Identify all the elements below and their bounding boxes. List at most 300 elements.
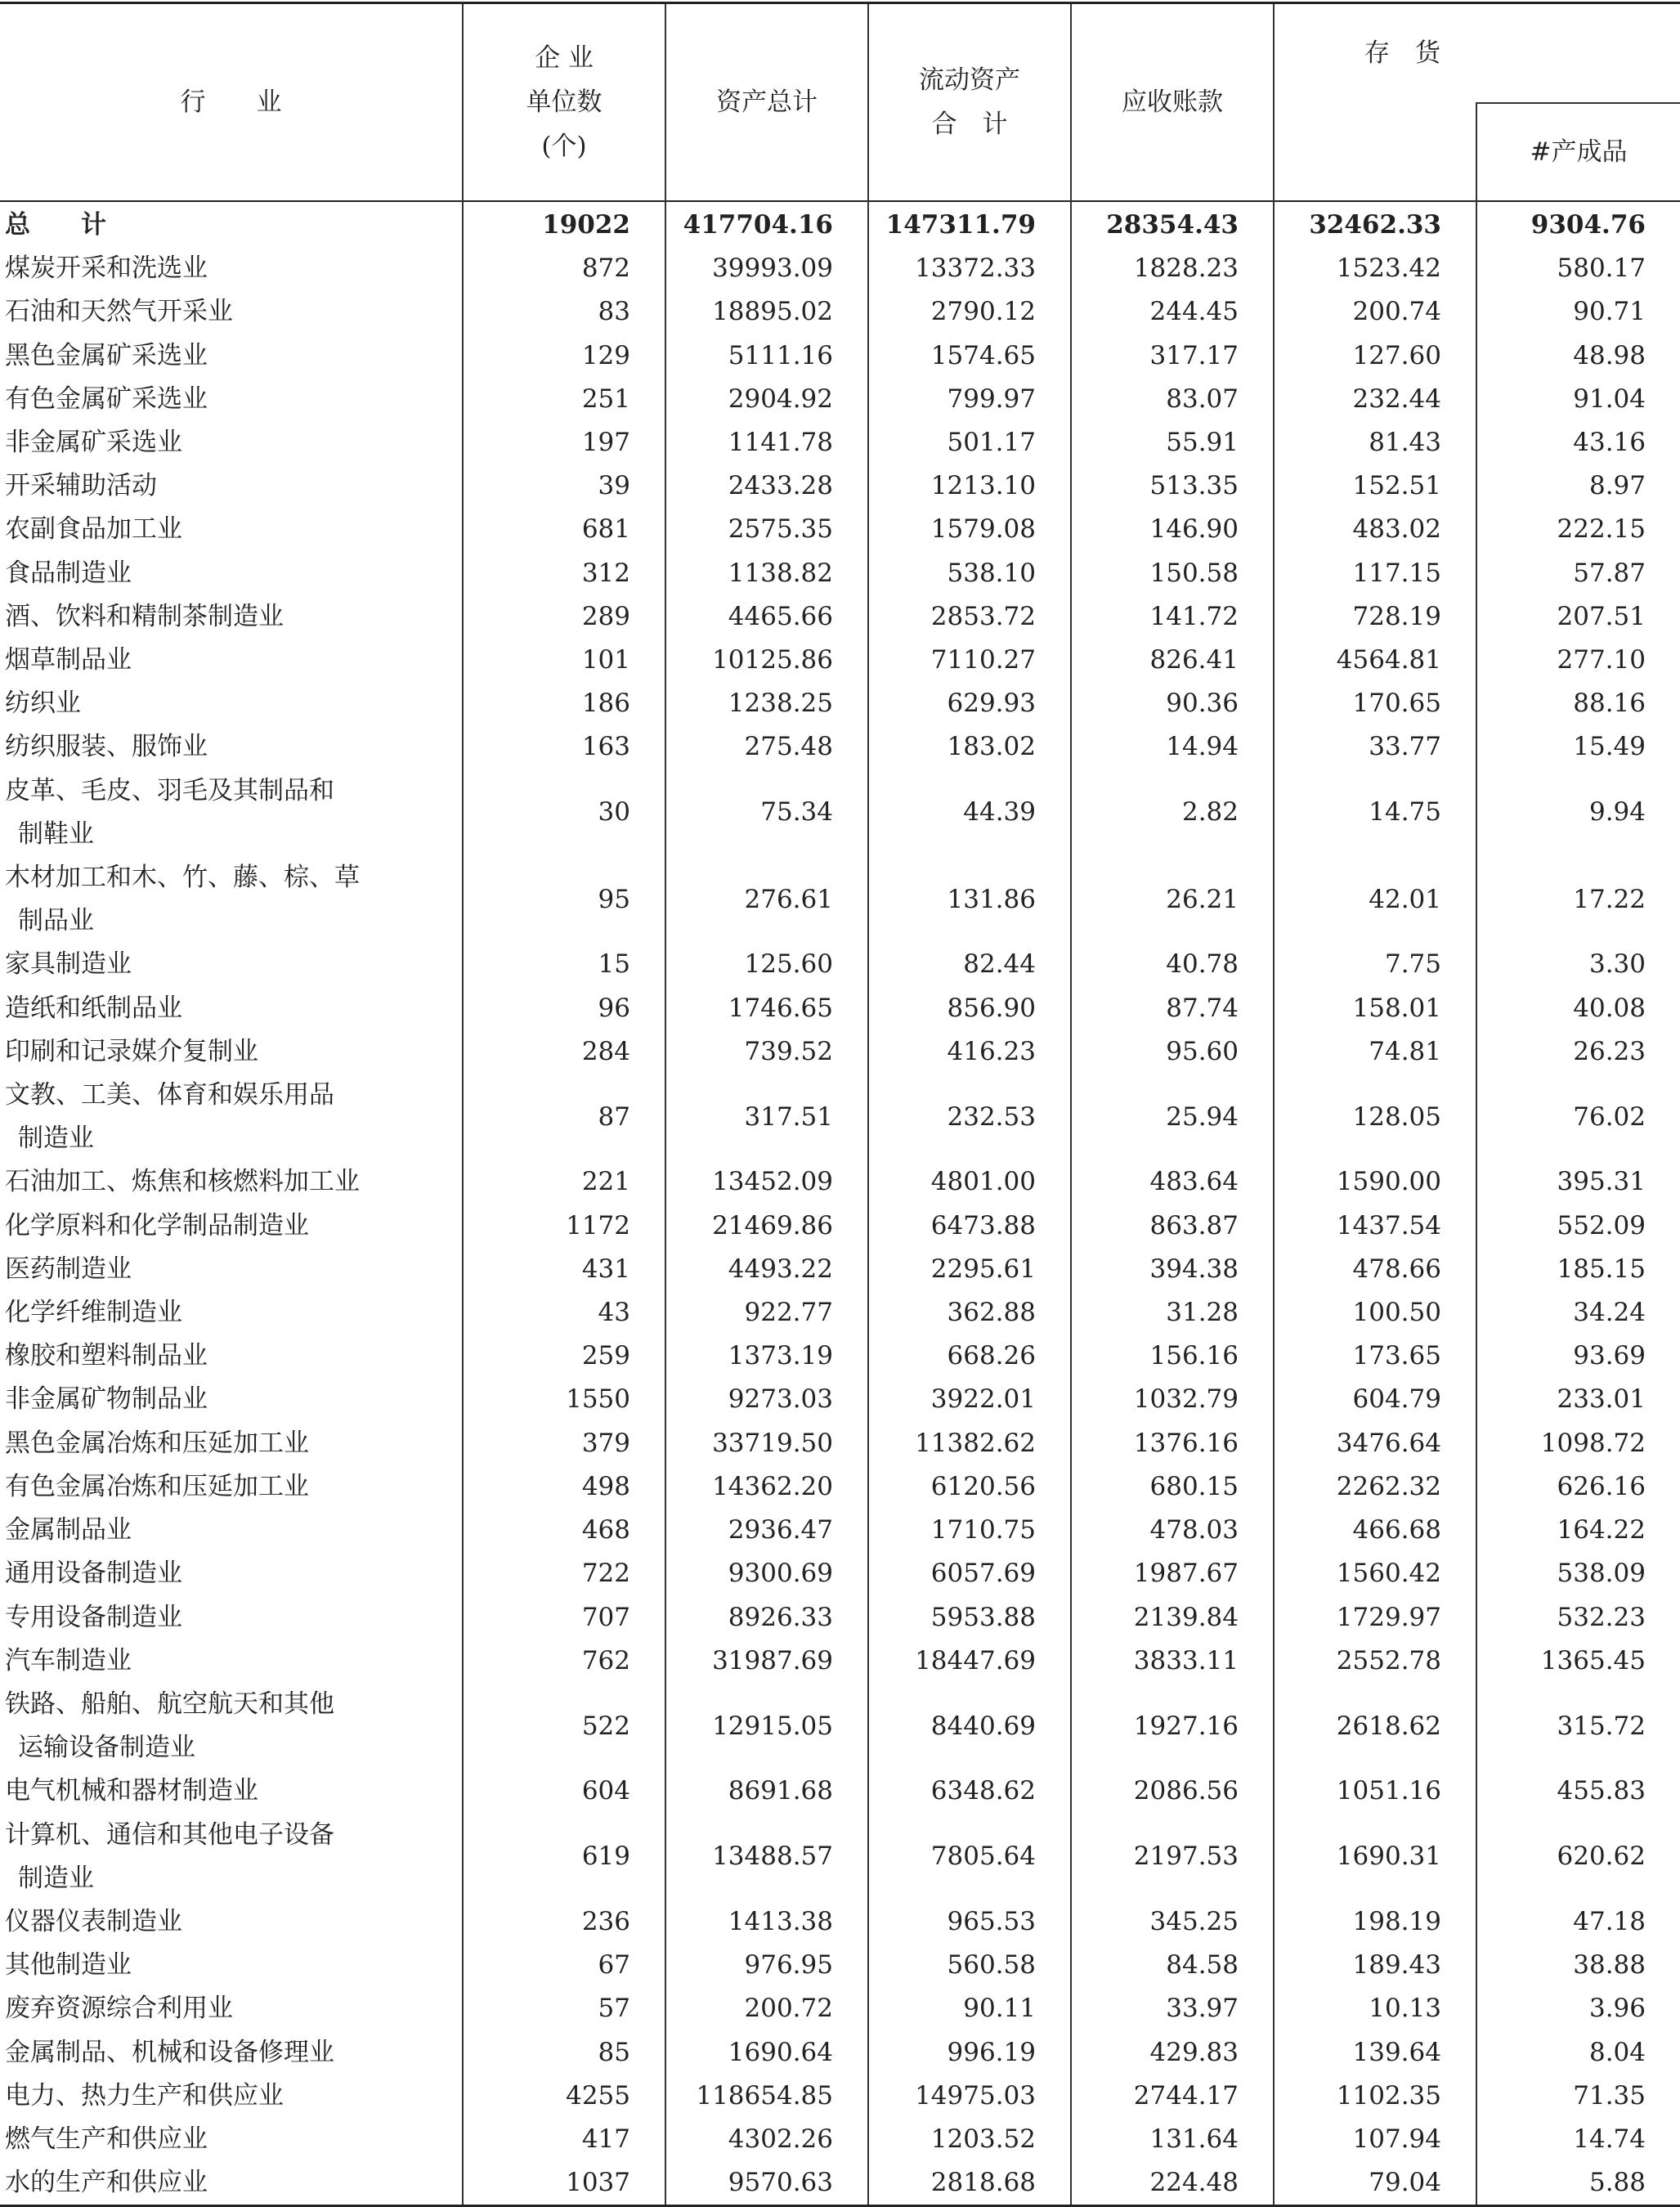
cell-finished: 277.10 xyxy=(1476,639,1680,682)
table-row xyxy=(0,639,1680,682)
cell-units: 101 xyxy=(463,639,665,682)
industry-name xyxy=(0,595,463,639)
cell-assets: 1690.64 xyxy=(665,2031,868,2075)
cell-finished: 185.15 xyxy=(1476,1248,1680,1291)
industry-name-line1: 计算机、通信和其他电子设备 xyxy=(5,1819,334,1850)
cell-finished: 26.23 xyxy=(1476,1030,1680,1074)
cell-current: 1213.10 xyxy=(868,464,1071,508)
cell-units: 251 xyxy=(463,378,665,421)
cell-current: 6473.88 xyxy=(868,1204,1071,1248)
industry-name-line1: 汽车制造业 xyxy=(5,1645,132,1675)
cell-assets: 31987.69 xyxy=(665,1640,868,1683)
cell-inventory: 232.44 xyxy=(1274,378,1476,421)
cell-assets: 922.77 xyxy=(665,1291,868,1335)
industry-name-line1: 燃气生产和供应业 xyxy=(5,2124,208,2154)
cell-inventory: 33.77 xyxy=(1274,725,1476,769)
cell-receivables: 317.17 xyxy=(1071,334,1274,378)
cell-inventory: 173.65 xyxy=(1274,1335,1476,1378)
cell-current: 5953.88 xyxy=(868,1596,1071,1640)
industry-name-line1: 金属制品、机械和设备修理业 xyxy=(5,2037,334,2067)
cell-receivables: 83.07 xyxy=(1071,378,1274,421)
cell-inventory: 2552.78 xyxy=(1274,1640,1476,1683)
industry-name-line1: 化学纤维制造业 xyxy=(5,1298,182,1328)
cell-current: 1203.52 xyxy=(868,2118,1071,2161)
cell-units: 221 xyxy=(463,1160,665,1204)
industry-name xyxy=(0,334,463,378)
cell-assets: 1238.25 xyxy=(665,682,868,725)
cell-current: 11382.62 xyxy=(868,1422,1071,1465)
table-row xyxy=(0,1204,1680,1248)
cell-units: 284 xyxy=(463,1030,665,1074)
industry-statistics-table xyxy=(0,2,1680,2207)
industry-name xyxy=(0,1683,463,1770)
cell-assets: 200.72 xyxy=(665,1987,868,2030)
cell-units: 681 xyxy=(463,508,665,551)
cell-units: 85 xyxy=(463,2031,665,2075)
cell-units: 604 xyxy=(463,1770,665,1813)
cell-assets: 33719.50 xyxy=(665,1422,868,1465)
industry-name-line1: 电气机械和器材制造业 xyxy=(5,1776,258,1806)
table-row xyxy=(0,769,1680,856)
cell-current: 965.53 xyxy=(868,1900,1071,1944)
table-row xyxy=(0,1291,1680,1335)
total-receivables: 28354.43 xyxy=(1071,201,1274,247)
industry-name-line1: 皮革、毛皮、羽毛及其制品和 xyxy=(5,775,334,805)
industry-name xyxy=(0,1378,463,1421)
industry-name-line1: 纺织服装、服饰业 xyxy=(5,732,208,762)
industry-name xyxy=(0,464,463,508)
cell-finished: 532.23 xyxy=(1476,1596,1680,1640)
cell-receivables: 131.64 xyxy=(1071,2118,1274,2161)
cell-current: 82.44 xyxy=(868,943,1071,986)
table-row xyxy=(0,987,1680,1030)
cell-current: 7110.27 xyxy=(868,639,1071,682)
cell-assets: 12915.05 xyxy=(665,1683,868,1770)
industry-name-line1: 其他制造业 xyxy=(5,1950,132,1980)
table-row xyxy=(0,464,1680,508)
industry-name-line1: 有色金属矿采选业 xyxy=(5,384,208,414)
cell-finished: 552.09 xyxy=(1476,1204,1680,1248)
table-row xyxy=(0,2161,1680,2206)
cell-inventory: 200.74 xyxy=(1274,290,1476,334)
cell-inventory: 198.19 xyxy=(1274,1900,1476,1944)
cell-receivables: 680.15 xyxy=(1071,1465,1274,1509)
cell-receivables: 826.41 xyxy=(1071,639,1274,682)
cell-finished: 91.04 xyxy=(1476,378,1680,421)
industry-name-line1: 开采辅助活动 xyxy=(5,471,157,501)
cell-finished: 395.31 xyxy=(1476,1160,1680,1204)
industry-name-line1: 有色金属冶炼和压延加工业 xyxy=(5,1471,309,1501)
cell-assets: 276.61 xyxy=(665,856,868,943)
cell-receivables: 244.45 xyxy=(1071,290,1274,334)
cell-assets: 8691.68 xyxy=(665,1770,868,1813)
cell-finished: 38.88 xyxy=(1476,1944,1680,1987)
header-current-line1: 流动资产 xyxy=(919,65,1020,95)
industry-name xyxy=(0,725,463,769)
cell-current: 1710.75 xyxy=(868,1509,1071,1552)
table-row xyxy=(0,1770,1680,1813)
table-row xyxy=(0,1552,1680,1595)
cell-units: 129 xyxy=(463,334,665,378)
cell-units: 15 xyxy=(463,943,665,986)
cell-inventory: 466.68 xyxy=(1274,1509,1476,1552)
industry-name-line1: 废弃资源综合利用业 xyxy=(5,1994,233,2024)
cell-units: 236 xyxy=(463,1900,665,1944)
cell-current: 18447.69 xyxy=(868,1640,1071,1683)
cell-receivables: 2139.84 xyxy=(1071,1596,1274,1640)
cell-inventory: 74.81 xyxy=(1274,1030,1476,1074)
cell-finished: 76.02 xyxy=(1476,1074,1680,1160)
industry-name xyxy=(0,639,463,682)
cell-receivables: 84.58 xyxy=(1071,1944,1274,1987)
cell-inventory: 728.19 xyxy=(1274,595,1476,639)
cell-finished: 47.18 xyxy=(1476,1900,1680,1944)
cell-receivables: 141.72 xyxy=(1071,595,1274,639)
cell-assets: 118654.85 xyxy=(665,2075,868,2118)
cell-current: 629.93 xyxy=(868,682,1071,725)
cell-assets: 4493.22 xyxy=(665,1248,868,1291)
industry-name xyxy=(0,1900,463,1944)
cell-units: 468 xyxy=(463,1509,665,1552)
industry-name-line1: 石油和天然气开采业 xyxy=(5,297,233,327)
cell-current: 996.19 xyxy=(868,2031,1071,2075)
header-total-assets: 资产总计 xyxy=(665,3,868,202)
cell-assets: 9300.69 xyxy=(665,1552,868,1595)
cell-assets: 8926.33 xyxy=(665,1596,868,1640)
cell-assets: 317.51 xyxy=(665,1074,868,1160)
cell-current: 4801.00 xyxy=(868,1160,1071,1204)
industry-name xyxy=(0,1640,463,1683)
cell-finished: 43.16 xyxy=(1476,421,1680,464)
cell-receivables: 478.03 xyxy=(1071,1509,1274,1552)
cell-finished: 40.08 xyxy=(1476,987,1680,1030)
industry-name-line1: 仪器仪表制造业 xyxy=(5,1906,182,1936)
header-finished-goods: #产成品 xyxy=(1476,103,1680,201)
total-assets: 417704.16 xyxy=(665,201,868,247)
cell-current: 232.53 xyxy=(868,1074,1071,1160)
industry-name xyxy=(0,1248,463,1291)
cell-receivables: 146.90 xyxy=(1071,508,1274,551)
cell-current: 2853.72 xyxy=(868,595,1071,639)
cell-receivables: 33.97 xyxy=(1071,1987,1274,2030)
industry-name xyxy=(0,2075,463,2118)
cell-inventory: 128.05 xyxy=(1274,1074,1476,1160)
cell-receivables: 2197.53 xyxy=(1071,1814,1274,1900)
cell-assets: 739.52 xyxy=(665,1030,868,1074)
table-row xyxy=(0,290,1680,334)
cell-receivables: 483.64 xyxy=(1071,1160,1274,1204)
table-row xyxy=(0,856,1680,943)
cell-current: 13372.33 xyxy=(868,247,1071,290)
industry-name-line1: 食品制造业 xyxy=(5,558,132,588)
cell-finished: 8.04 xyxy=(1476,2031,1680,2075)
cell-receivables: 156.16 xyxy=(1071,1335,1274,1378)
cell-inventory: 127.60 xyxy=(1274,334,1476,378)
cell-current: 668.26 xyxy=(868,1335,1071,1378)
total-inventory: 32462.33 xyxy=(1274,201,1476,247)
total-current: 147311.79 xyxy=(868,201,1071,247)
industry-name xyxy=(0,2161,463,2206)
cell-assets: 10125.86 xyxy=(665,639,868,682)
cell-receivables: 31.28 xyxy=(1071,1291,1274,1335)
cell-receivables: 26.21 xyxy=(1071,856,1274,943)
cell-finished: 14.74 xyxy=(1476,2118,1680,2161)
cell-finished: 48.98 xyxy=(1476,334,1680,378)
cell-inventory: 10.13 xyxy=(1274,1987,1476,2030)
cell-current: 3922.01 xyxy=(868,1378,1071,1421)
cell-current: 6057.69 xyxy=(868,1552,1071,1595)
industry-name-line1: 电力、热力生产和供应业 xyxy=(5,2080,284,2111)
cell-finished: 9.94 xyxy=(1476,769,1680,856)
table-row xyxy=(0,1596,1680,1640)
cell-units: 259 xyxy=(463,1335,665,1378)
cell-inventory: 1051.16 xyxy=(1274,1770,1476,1813)
cell-current: 90.11 xyxy=(868,1987,1071,2030)
cell-units: 707 xyxy=(463,1596,665,1640)
industry-name xyxy=(0,856,463,943)
cell-inventory: 1523.42 xyxy=(1274,247,1476,290)
cell-units: 57 xyxy=(463,1987,665,2030)
cell-units: 1037 xyxy=(463,2161,665,2206)
header-industry: 行 业 xyxy=(180,87,282,117)
cell-assets: 2433.28 xyxy=(665,464,868,508)
cell-receivables: 95.60 xyxy=(1071,1030,1274,1074)
cell-current: 1574.65 xyxy=(868,334,1071,378)
cell-assets: 4302.26 xyxy=(665,2118,868,2161)
industry-name-line1: 橡胶和塑料制品业 xyxy=(5,1341,208,1371)
cell-current: 7805.64 xyxy=(868,1814,1071,1900)
cell-units: 4255 xyxy=(463,2075,665,2118)
cell-current: 6348.62 xyxy=(868,1770,1071,1813)
cell-receivables: 863.87 xyxy=(1071,1204,1274,1248)
total-label: 总 计 xyxy=(5,210,106,240)
cell-inventory: 483.02 xyxy=(1274,508,1476,551)
table-row xyxy=(0,1944,1680,1987)
cell-units: 417 xyxy=(463,2118,665,2161)
cell-units: 163 xyxy=(463,725,665,769)
cell-inventory: 2262.32 xyxy=(1274,1465,1476,1509)
table-row xyxy=(0,1422,1680,1465)
cell-inventory: 1102.35 xyxy=(1274,2075,1476,2118)
cell-current: 183.02 xyxy=(868,725,1071,769)
header-inventory: 存 货 xyxy=(1274,3,1680,104)
cell-receivables: 2.82 xyxy=(1071,769,1274,856)
industry-name-line2: 运输设备制造业 xyxy=(18,1733,195,1763)
cell-inventory: 152.51 xyxy=(1274,464,1476,508)
industry-name-line1: 造纸和纸制品业 xyxy=(5,993,182,1023)
cell-assets: 13452.09 xyxy=(665,1160,868,1204)
cell-assets: 125.60 xyxy=(665,943,868,986)
cell-units: 498 xyxy=(463,1465,665,1509)
header-units-line3: (个) xyxy=(541,132,587,161)
cell-inventory: 170.65 xyxy=(1274,682,1476,725)
cell-units: 722 xyxy=(463,1552,665,1595)
cell-current: 560.58 xyxy=(868,1944,1071,1987)
cell-units: 83 xyxy=(463,290,665,334)
cell-assets: 9570.63 xyxy=(665,2161,868,2206)
cell-inventory: 139.64 xyxy=(1274,2031,1476,2075)
cell-inventory: 158.01 xyxy=(1274,987,1476,1030)
table-row xyxy=(0,725,1680,769)
cell-inventory: 107.94 xyxy=(1274,2118,1476,2161)
cell-finished: 207.51 xyxy=(1476,595,1680,639)
industry-name xyxy=(0,1074,463,1160)
industry-name xyxy=(0,1465,463,1509)
industry-name xyxy=(0,1552,463,1595)
industry-name xyxy=(0,247,463,290)
industry-name xyxy=(0,1987,463,2030)
cell-assets: 2575.35 xyxy=(665,508,868,551)
industry-name-line1: 家具制造业 xyxy=(5,949,132,980)
cell-finished: 15.49 xyxy=(1476,725,1680,769)
table-row xyxy=(0,1987,1680,2030)
cell-receivables: 1032.79 xyxy=(1071,1378,1274,1421)
industry-name xyxy=(0,508,463,551)
cell-current: 538.10 xyxy=(868,552,1071,595)
industry-name xyxy=(0,1160,463,1204)
industry-name xyxy=(0,1422,463,1465)
cell-assets: 1746.65 xyxy=(665,987,868,1030)
cell-finished: 1365.45 xyxy=(1476,1640,1680,1683)
cell-units: 431 xyxy=(463,1248,665,1291)
cell-current: 1579.08 xyxy=(868,508,1071,551)
cell-finished: 538.09 xyxy=(1476,1552,1680,1595)
cell-assets: 976.95 xyxy=(665,1944,868,1987)
cell-current: 44.39 xyxy=(868,769,1071,856)
table-row xyxy=(0,1248,1680,1291)
industry-name-line1: 印刷和记录媒介复制业 xyxy=(5,1036,258,1066)
cell-assets: 39993.09 xyxy=(665,247,868,290)
industry-name xyxy=(0,682,463,725)
cell-inventory: 1560.42 xyxy=(1274,1552,1476,1595)
industry-name-line1: 非金属矿采选业 xyxy=(5,428,182,458)
cell-receivables: 1927.16 xyxy=(1071,1683,1274,1770)
industry-name-line1: 通用设备制造业 xyxy=(5,1559,182,1589)
total-finished: 9304.76 xyxy=(1476,201,1680,247)
industry-name-line1: 金属制品业 xyxy=(5,1515,132,1545)
table-row xyxy=(0,334,1680,378)
cell-finished: 34.24 xyxy=(1476,1291,1680,1335)
header-current-assets xyxy=(868,3,1071,202)
cell-assets: 14362.20 xyxy=(665,1465,868,1509)
industry-name xyxy=(0,1030,463,1074)
table-row xyxy=(0,2118,1680,2161)
industry-name-line1: 黑色金属矿采选业 xyxy=(5,340,208,370)
industry-name xyxy=(0,2031,463,2075)
industry-name-line2: 制品业 xyxy=(18,906,94,936)
cell-units: 87 xyxy=(463,1074,665,1160)
table-header xyxy=(0,3,1680,202)
cell-inventory: 4564.81 xyxy=(1274,639,1476,682)
industry-name xyxy=(0,1204,463,1248)
header-inventory-blank xyxy=(1274,103,1476,201)
cell-receivables: 2744.17 xyxy=(1071,2075,1274,2118)
header-units-line2: 单位数 xyxy=(526,87,603,117)
cell-assets: 275.48 xyxy=(665,725,868,769)
cell-receivables: 25.94 xyxy=(1071,1074,1274,1160)
industry-name xyxy=(0,421,463,464)
table-row xyxy=(0,1030,1680,1074)
industry-name-line1: 专用设备制造业 xyxy=(5,1602,182,1632)
table-row xyxy=(0,1900,1680,1944)
cell-finished: 17.22 xyxy=(1476,856,1680,943)
cell-units: 379 xyxy=(463,1422,665,1465)
cell-units: 289 xyxy=(463,595,665,639)
total-row xyxy=(0,201,1680,247)
header-current-line2: 合 计 xyxy=(931,110,1008,139)
cell-current: 416.23 xyxy=(868,1030,1071,1074)
industry-name-line1: 医药制造业 xyxy=(5,1254,132,1284)
industry-name-line1: 酒、饮料和精制茶制造业 xyxy=(5,601,284,631)
cell-inventory: 2618.62 xyxy=(1274,1683,1476,1770)
industry-name-line1: 木材加工和木、竹、藤、棕、草 xyxy=(5,863,360,893)
table-row xyxy=(0,421,1680,464)
header-units xyxy=(463,3,665,202)
table-row xyxy=(0,508,1680,551)
cell-assets: 1141.78 xyxy=(665,421,868,464)
cell-units: 186 xyxy=(463,682,665,725)
industry-name-line2: 制鞋业 xyxy=(18,819,94,849)
cell-assets: 5111.16 xyxy=(665,334,868,378)
industry-name-line1: 煤炭开采和洗选业 xyxy=(5,253,208,284)
cell-units: 95 xyxy=(463,856,665,943)
table-row xyxy=(0,1814,1680,1900)
cell-finished: 57.87 xyxy=(1476,552,1680,595)
cell-receivables: 87.74 xyxy=(1071,987,1274,1030)
cell-inventory: 3476.64 xyxy=(1274,1422,1476,1465)
cell-receivables: 429.83 xyxy=(1071,2031,1274,2075)
table-row xyxy=(0,1378,1680,1421)
header-receivables: 应收账款 xyxy=(1071,3,1274,202)
industry-name-line1: 水的生产和供应业 xyxy=(5,2168,208,2198)
cell-current: 8440.69 xyxy=(868,1683,1071,1770)
cell-finished: 88.16 xyxy=(1476,682,1680,725)
cell-units: 197 xyxy=(463,421,665,464)
industry-name xyxy=(0,1944,463,1987)
table-row xyxy=(0,1640,1680,1683)
cell-units: 67 xyxy=(463,1944,665,1987)
cell-finished: 164.22 xyxy=(1476,1509,1680,1552)
cell-finished: 8.97 xyxy=(1476,464,1680,508)
cell-finished: 90.71 xyxy=(1476,290,1680,334)
cell-inventory: 478.66 xyxy=(1274,1248,1476,1291)
cell-inventory: 1590.00 xyxy=(1274,1160,1476,1204)
cell-units: 522 xyxy=(463,1683,665,1770)
cell-receivables: 14.94 xyxy=(1071,725,1274,769)
cell-units: 762 xyxy=(463,1640,665,1683)
header-units-line1: 企 业 xyxy=(535,43,594,73)
cell-inventory: 1729.97 xyxy=(1274,1596,1476,1640)
cell-receivables: 55.91 xyxy=(1071,421,1274,464)
cell-finished: 233.01 xyxy=(1476,1378,1680,1421)
cell-units: 619 xyxy=(463,1814,665,1900)
cell-units: 96 xyxy=(463,987,665,1030)
cell-receivables: 224.48 xyxy=(1071,2161,1274,2206)
industry-name xyxy=(0,378,463,421)
cell-inventory: 42.01 xyxy=(1274,856,1476,943)
table-row xyxy=(0,2075,1680,2118)
cell-current: 362.88 xyxy=(868,1291,1071,1335)
cell-finished: 455.83 xyxy=(1476,1770,1680,1813)
industry-name-line1: 纺织业 xyxy=(5,689,81,719)
cell-assets: 75.34 xyxy=(665,769,868,856)
cell-finished: 1098.72 xyxy=(1476,1422,1680,1465)
cell-inventory: 189.43 xyxy=(1274,1944,1476,1987)
industry-name-line1: 烟草制品业 xyxy=(5,645,132,675)
cell-receivables: 1828.23 xyxy=(1071,247,1274,290)
industry-name-line1: 铁路、船舶、航空航天和其他 xyxy=(5,1689,334,1719)
table-row xyxy=(0,1160,1680,1204)
